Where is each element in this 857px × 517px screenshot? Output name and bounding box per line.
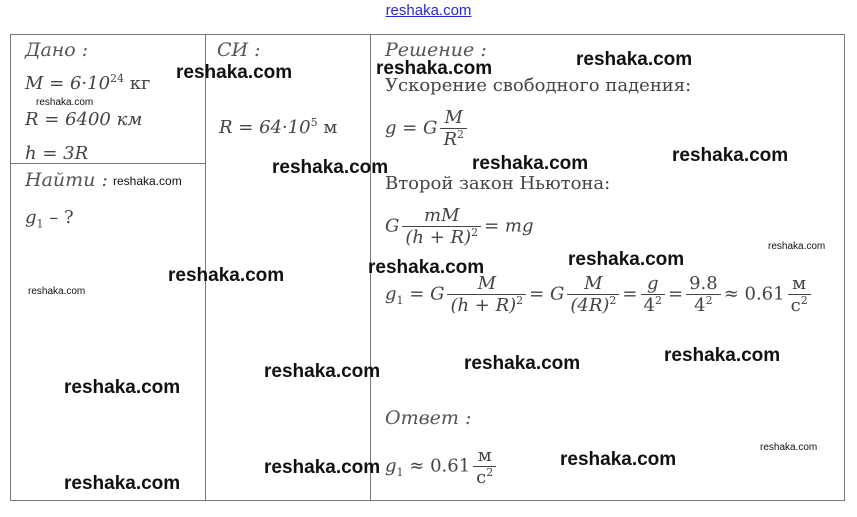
solution-title: Решение : — [385, 39, 487, 61]
watermark: reshaka.com — [28, 286, 86, 297]
watermark: reshaka.com — [576, 49, 693, 70]
watermark: reshaka.com — [760, 442, 818, 453]
given-radius: R = 6400 км — [25, 109, 143, 130]
find-title: Найти : — [25, 169, 108, 191]
watermark: reshaka.com — [376, 58, 493, 79]
find-unknown: $g_1$ – ? — [25, 207, 74, 231]
watermark: reshaka.com — [768, 241, 826, 252]
watermark: reshaka.com — [113, 174, 182, 188]
watermark: reshaka.com — [36, 97, 94, 108]
formula-gravity: g = G $\frac{M}{R^2}$ — [385, 107, 470, 150]
si-radius: $R = 64\cdot 10^5$ м — [219, 116, 338, 138]
watermark: reshaka.com — [672, 145, 789, 166]
watermark: reshaka.com — [272, 157, 389, 178]
acceleration-text: Ускорение свободного падения: — [385, 75, 692, 96]
site-link[interactable]: reshaka.com — [385, 2, 472, 19]
watermark: reshaka.com — [168, 265, 285, 286]
watermark: reshaka.com — [264, 361, 381, 382]
answer-title: Ответ : — [385, 407, 472, 429]
watermark: reshaka.com — [264, 457, 381, 478]
given-mass: $M = 6\cdot 10^{24}$ кг — [25, 72, 151, 94]
watermark: reshaka.com — [64, 377, 181, 398]
given-height: h = 3R — [25, 143, 89, 164]
newton-law-text: Второй закон Ньютона: — [385, 173, 611, 194]
watermark: reshaka.com — [568, 249, 685, 270]
watermark: reshaka.com — [464, 353, 581, 374]
watermark: reshaka.com — [368, 257, 485, 278]
given-title: Дано : — [25, 39, 89, 61]
watermark: reshaka.com — [176, 62, 293, 83]
si-title: СИ : — [217, 39, 261, 61]
watermark: reshaka.com — [560, 449, 677, 470]
watermark: reshaka.com — [472, 153, 589, 174]
formula-newton: G $\frac{mM}{(h + R)^2}$ = mg — [385, 205, 534, 248]
watermark: reshaka.com — [664, 345, 781, 366]
formula-result: $g_1 = G$ $\frac{M}{(h + R)^2}$ = G $\frac{M}{(4R)^2}$ = $\frac{g}{4^2}$ = $\frac{9.8}{4^2}$ ≈ 0.61 $\frac{м}{с^2}$ — [385, 273, 814, 316]
watermark: reshaka.com — [64, 473, 181, 494]
answer-value: $g_1 \approx 0.61$ $\frac{м}{с^2}$ — [385, 445, 499, 488]
